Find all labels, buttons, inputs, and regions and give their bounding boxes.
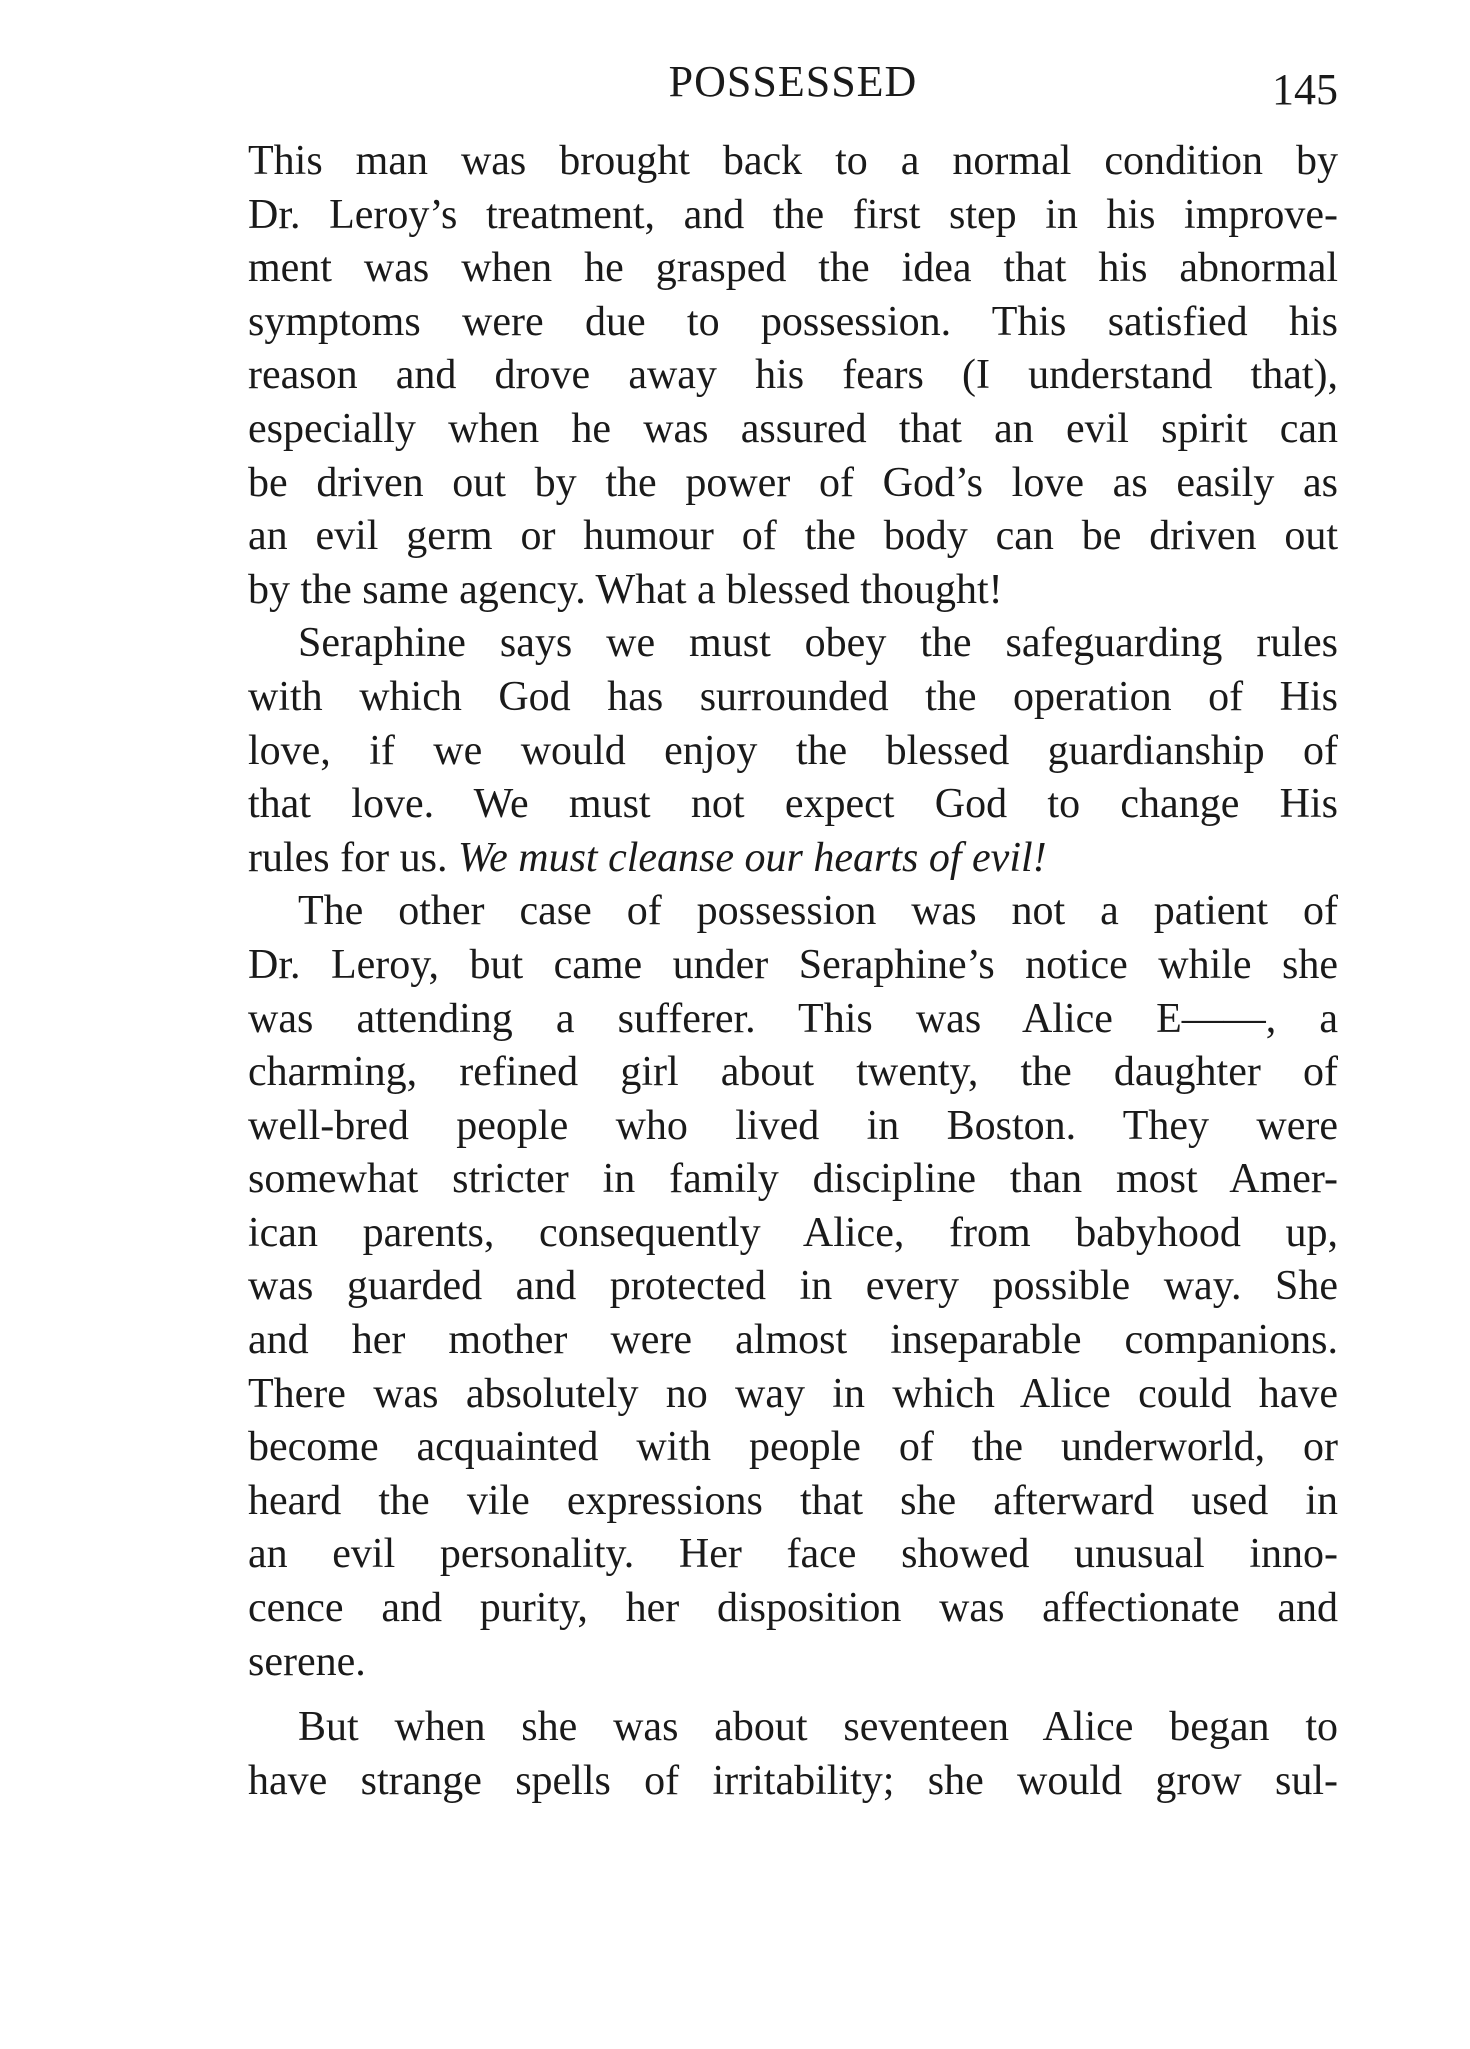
- text-line: an evil personality. Her face showed unusual inno-: [248, 1531, 1338, 1578]
- text-line: symptoms were due to possession. This satisfied his: [248, 298, 1338, 345]
- paragraph-start-line: Seraphine says we must obey the safeguarding rules: [298, 620, 1338, 667]
- text-line: There was absolutely no way in which Alice could have: [248, 1370, 1338, 1417]
- text-line: an evil germ or humour of the body can be driven out: [248, 513, 1338, 560]
- text-line: with which God has surrounded the operation of His: [248, 673, 1338, 720]
- text-line: that love. We must not expect God to change His: [248, 781, 1338, 828]
- text-line: Dr. Leroy, but came under Seraphine’s notice while she: [248, 941, 1338, 988]
- text-line: and her mother were almost inseparable companions.: [248, 1317, 1338, 1364]
- text-line: was guarded and protected in every possible way. She: [248, 1263, 1338, 1310]
- text-line: somewhat stricter in family discipline than most Amer-: [248, 1156, 1338, 1203]
- text-line: have strange spells of irritability; she would grow sul-: [248, 1757, 1338, 1804]
- text-line: [248, 832, 1338, 886]
- text-line: become acquainted with people of the underworld, or: [248, 1424, 1338, 1471]
- text-line: was attending a sufferer. This was Alice E——, a: [248, 995, 1338, 1042]
- text-line: reason and drove away his fears (I understand that),: [248, 352, 1338, 399]
- text-line: cence and purity, her disposition was affectionate and: [248, 1585, 1338, 1632]
- text-line: well-bred people who lived in Boston. They were: [248, 1102, 1338, 1149]
- running-head: [248, 52, 1338, 112]
- text-line: ment was when he grasped the idea that his abnormal: [248, 245, 1338, 292]
- paragraph-start-line: But when she was about seventeen Alice began to: [298, 1704, 1338, 1751]
- text-line: ican parents, consequently Alice, from babyhood up,: [248, 1209, 1338, 1256]
- text-line: This man was brought back to a normal condition by: [248, 138, 1338, 184]
- text-line: especially when he was assured that an evil spirit can: [248, 405, 1338, 452]
- text-line: love, if we would enjoy the blessed guardianship of: [248, 727, 1338, 774]
- text-line: serene.: [248, 1638, 366, 1685]
- line-roman-text: rules for us.: [248, 834, 448, 881]
- page-number: 145: [1272, 65, 1338, 114]
- text-line: heard the vile expressions that she afterward used in: [248, 1477, 1338, 1524]
- italic-emphasis: We must cleanse our hearts of evil!: [457, 834, 1047, 881]
- text-line: Dr. Leroy’s treatment, and the first step in his improve-: [248, 191, 1338, 238]
- text-line: charming, refined girl about twenty, the daughter of: [248, 1049, 1338, 1096]
- body-text: [248, 135, 1338, 1808]
- running-title: POSSESSED: [668, 57, 918, 106]
- paragraph-start-line: The other case of possession was not a patient of: [298, 888, 1338, 935]
- text-line: by the same agency. What a blessed thought!: [248, 566, 1003, 613]
- text-line: be driven out by the power of God’s love as easily as: [248, 459, 1338, 506]
